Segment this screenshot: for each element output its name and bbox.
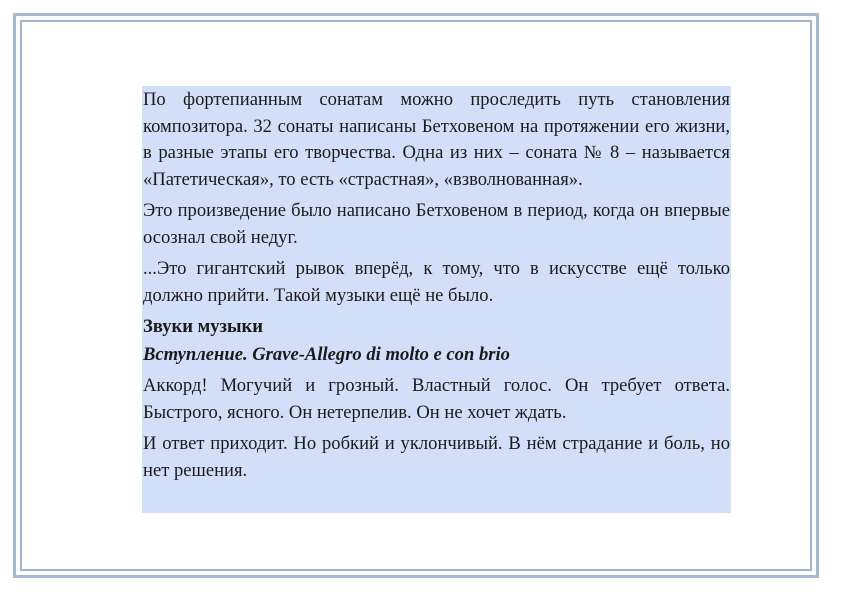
paragraph-answer: И ответ приходит. Но робкий и уклончивый. В нём страдание и боль, но нет решения. [143, 433, 730, 481]
section-subheading: Вступление. Grave-Allegro di molto e con brio [143, 343, 510, 365]
text-box [142, 86, 731, 513]
paragraph-composition: Это произведение было написано Бетховеном в период, когда он впервые осознал свой недуг. [143, 200, 730, 248]
paragraph-sonatas: По фортепианным сонатам можно проследить путь становления композитора. 32 сонаты написаны Бетховеном на протяжении его жизни, в разные этапы его творчества. Одна из них – соната № 8 – называется «Патетическая», то есть «страстная», «взволнованная». [143, 89, 730, 190]
paragraph-chord: Аккорд! Могучий и грозный. Властный голос. Он требует ответа. Быстрого, ясного. Он нетерпелив. Он не хочет ждать. [143, 375, 730, 423]
paragraph-leap: ...Это гигантский рывок вперёд, к тому, что в искусстве ещё только должно прийти. Такой музыки ещё не было. [143, 258, 730, 306]
section-heading: Звуки музыки [143, 316, 263, 337]
